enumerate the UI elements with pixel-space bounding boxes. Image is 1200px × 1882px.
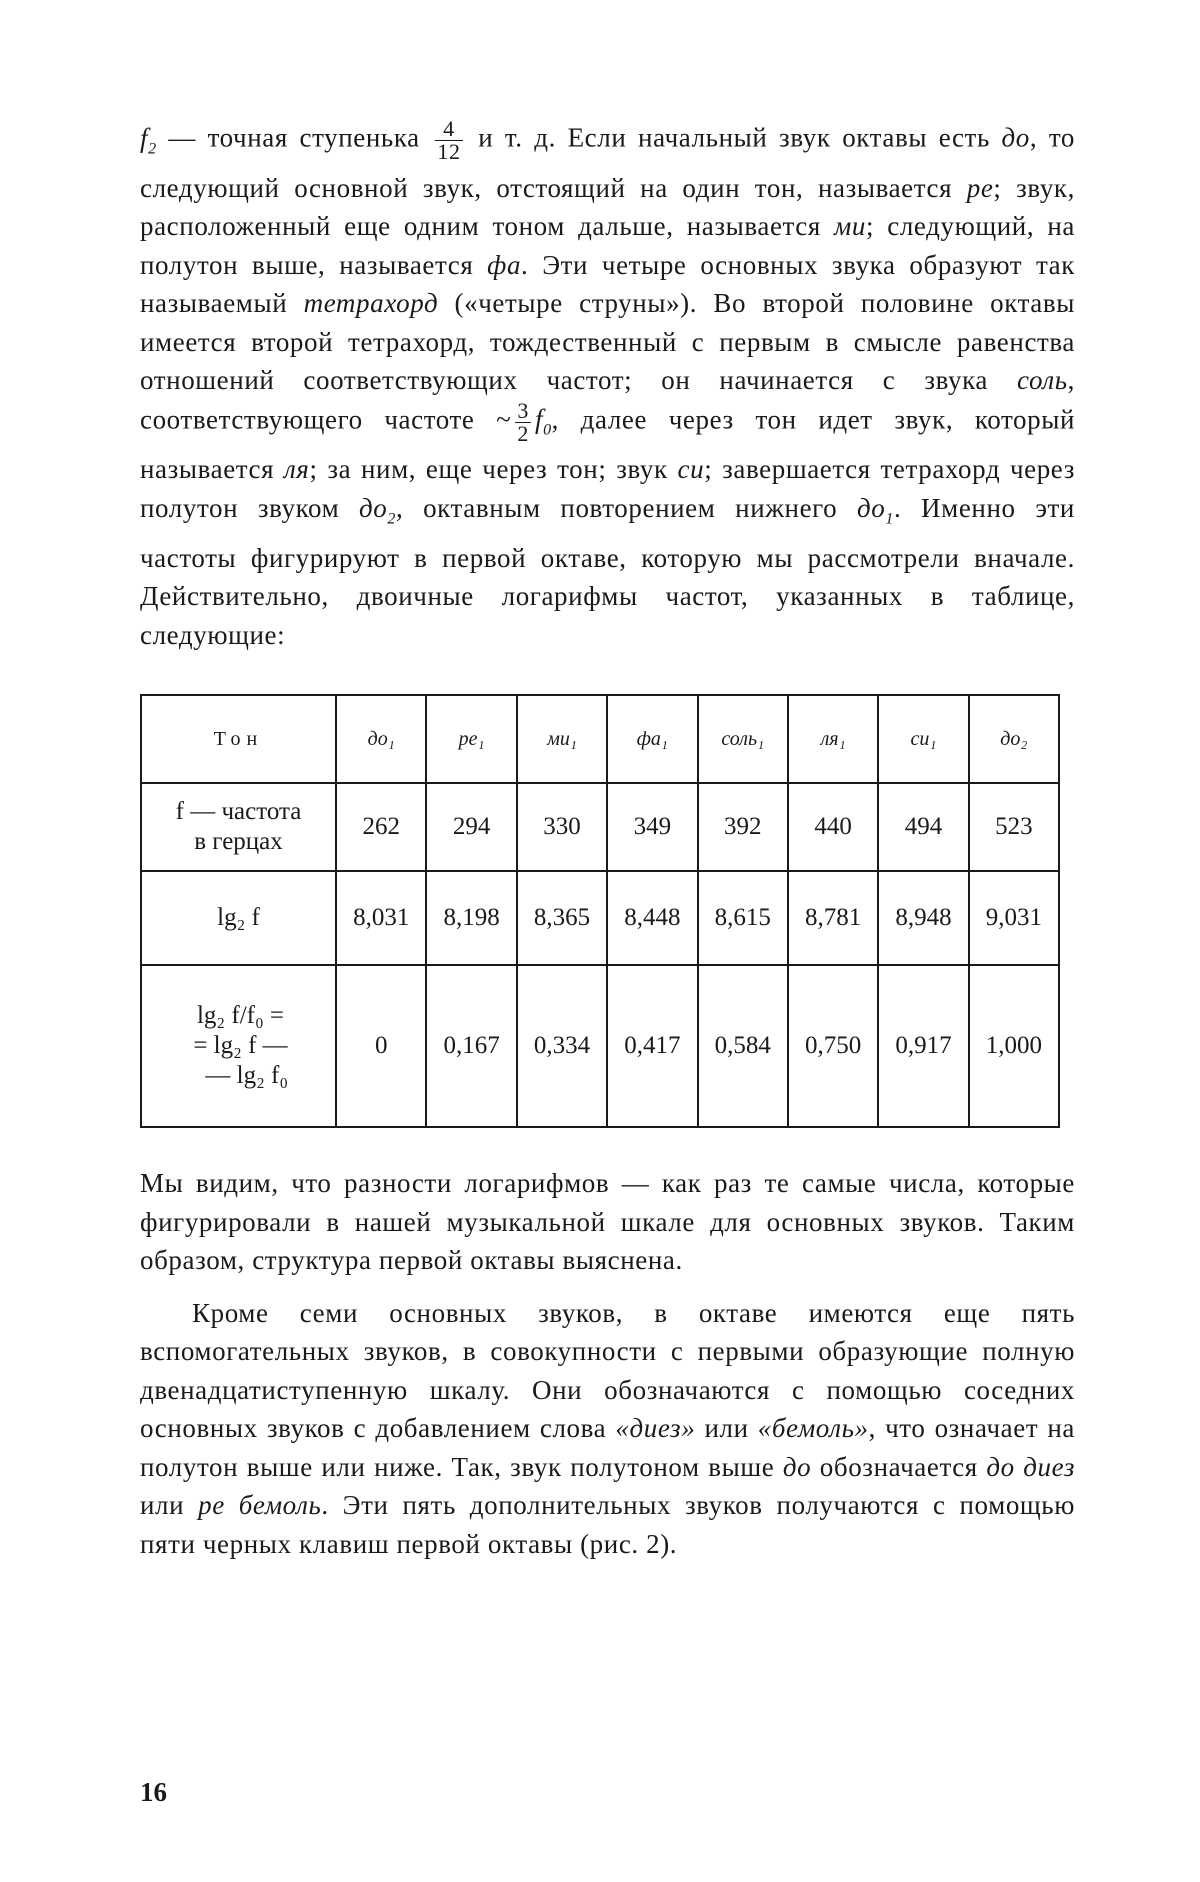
paragraph-3: Кроме семи основных звуков, в октаве имеются еще пять вспомогательных звуков, в совокупности с первыми образующие полную двенадцатиступенную шкалу. Они обозначаются с помощью соседних основных звуков с добавлением слова «диез» или «бемоль», что означает на полутон выше или ниже. Так, звук полутоном выше до обозначается до диез или ре бемоль. Эти пять дополнительных звуков получаются с помощью пяти черных клавиш первой октавы (рис. 2). bbox=[140, 1294, 1075, 1564]
table-cell: 0,167 bbox=[426, 965, 516, 1127]
table-cell: 8,948 bbox=[878, 871, 968, 965]
table-header-cell: до₁ bbox=[336, 695, 426, 783]
table-cell: 0,917 bbox=[878, 965, 968, 1127]
frequency-table-wrapper bbox=[140, 694, 1060, 1128]
table-cell: 294 bbox=[426, 783, 516, 871]
table-header-cell: си₁ bbox=[878, 695, 968, 783]
page-number: 16 bbox=[140, 1777, 167, 1808]
table-cell: 440 bbox=[788, 783, 878, 871]
paragraph-2: Мы видим, что разности логарифмов — как раз те самые числа, которые фигурировали в нашей музыкальной шкале для основных звуков. Таким образом, структура первой октавы выяснена. bbox=[140, 1164, 1075, 1280]
table-header-cell: ре₁ bbox=[426, 695, 516, 783]
table-cell: 392 bbox=[698, 783, 788, 871]
table-cell: 8,615 bbox=[698, 871, 788, 965]
table-header-tone: Тон bbox=[141, 695, 336, 783]
table-cell: 8,781 bbox=[788, 871, 878, 965]
f0-symbol: f0 bbox=[535, 404, 552, 434]
table-row-log bbox=[141, 871, 1059, 965]
table-header-row bbox=[141, 695, 1059, 783]
f2-symbol: f2 bbox=[140, 123, 157, 153]
table-cell: 349 bbox=[607, 783, 697, 871]
table-cell: 330 bbox=[517, 783, 607, 871]
row-label-log-difference: lg₂ f/f₀ = = lg₂ f — — lg₂ f₀ bbox=[141, 965, 336, 1127]
table-row-log-difference bbox=[141, 965, 1059, 1127]
page-content bbox=[140, 118, 1075, 1563]
paragraph-1: f2 — точная ступенька 4 12 и т. д. Если начальный звук октавы есть до, то следующий основной звук, отстоящий на один тон, называется ре; звук, расположенный еще одним тоном дальше, называется ми; следующий, на полутон выше, называется фа. Эти четыре основных звука образуют так называемый тетрахорд («четыре струны»). Во второй половине октавы имеется второй тетрахорд, тождественный с первым в смысле равенства отношений соответствующих частот; он начинается с звука соль, соответствующего частоте ~ 3 2 f0, далее через тон идет звук, который называется ля; за ним, еще через тон; звук си; завершается тетрахорд через полутон звуком до2, октавным повторением нижнего до1. Именно эти частоты фигурируют в первой октаве, которую мы рассмотрели вначале. Действительно, двоичные логарифмы частот, указанных в таблице, следующие: bbox=[140, 118, 1075, 654]
table-cell: 523 bbox=[969, 783, 1059, 871]
fraction-3-2: 3 2 bbox=[515, 400, 531, 445]
table-header-cell: до₂ bbox=[969, 695, 1059, 783]
table-cell: 8,198 bbox=[426, 871, 516, 965]
table-header-cell: соль₁ bbox=[698, 695, 788, 783]
table-cell: 0,334 bbox=[517, 965, 607, 1127]
table-header-cell: ми₁ bbox=[517, 695, 607, 783]
table-cell: 0,584 bbox=[698, 965, 788, 1127]
table-cell: 8,448 bbox=[607, 871, 697, 965]
table-header-cell: ля₁ bbox=[788, 695, 878, 783]
fraction-4-12: 4 12 bbox=[435, 118, 462, 163]
row-label-log: lg₂ f bbox=[141, 871, 336, 965]
table-row-frequency bbox=[141, 783, 1059, 871]
table-cell: 0,750 bbox=[788, 965, 878, 1127]
table-cell: 8,031 bbox=[336, 871, 426, 965]
table-cell: 494 bbox=[878, 783, 968, 871]
table-cell: 262 bbox=[336, 783, 426, 871]
table-header-cell: фа₁ bbox=[607, 695, 697, 783]
row-label-frequency: f — частота в герцах bbox=[141, 783, 336, 871]
table-cell: 1,000 bbox=[969, 965, 1059, 1127]
frequency-table bbox=[140, 694, 1060, 1128]
table-cell: 9,031 bbox=[969, 871, 1059, 965]
table-cell: 8,365 bbox=[517, 871, 607, 965]
table-cell: 0,417 bbox=[607, 965, 697, 1127]
table-cell: 0 bbox=[336, 965, 426, 1127]
